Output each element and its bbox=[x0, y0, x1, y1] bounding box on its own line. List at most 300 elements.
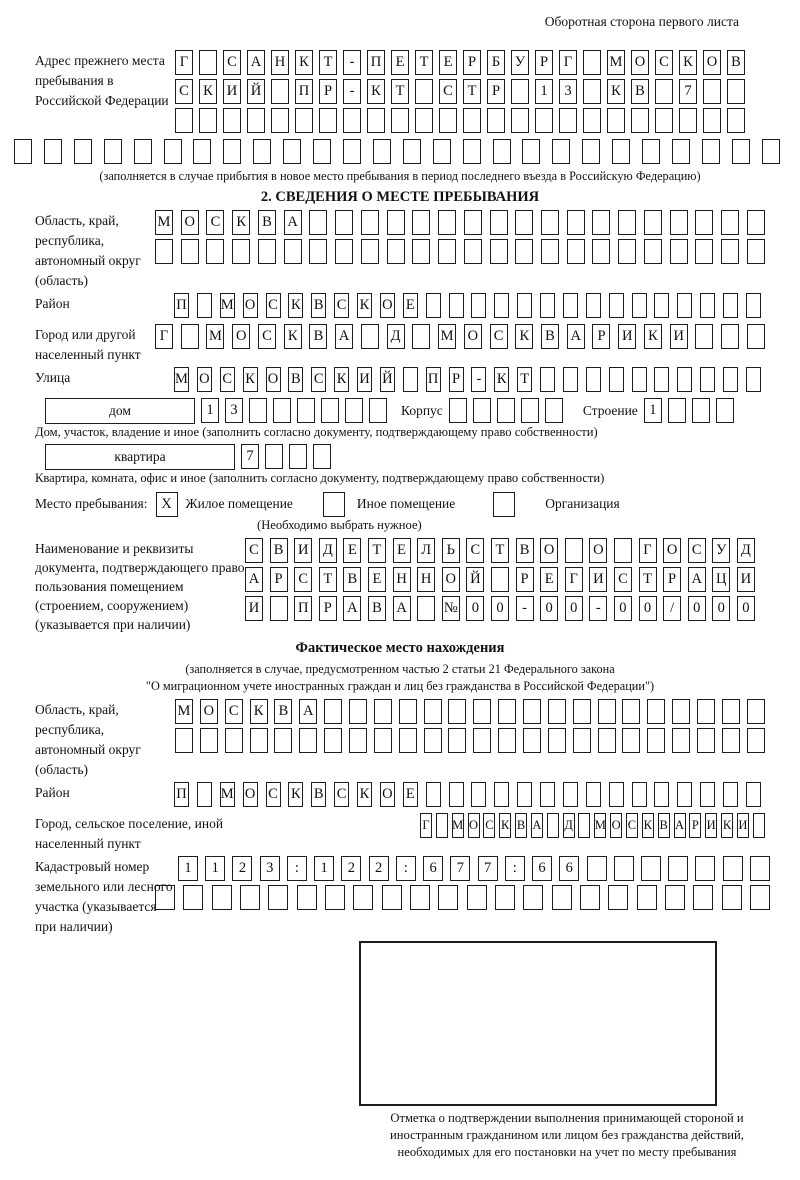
oblast-field bbox=[35, 210, 765, 291]
char-box-filled: 3 bbox=[559, 79, 577, 104]
char-box-filled: А bbox=[688, 567, 706, 592]
char-box-filled: С bbox=[220, 367, 235, 392]
char-box-empty bbox=[449, 398, 467, 423]
char-box-empty bbox=[467, 885, 487, 910]
char-box-empty bbox=[578, 813, 590, 838]
char-box-empty bbox=[586, 293, 601, 318]
char-box-empty bbox=[424, 728, 442, 753]
char-box-empty bbox=[223, 139, 241, 164]
char-box-filled: Т bbox=[391, 79, 409, 104]
prev-address-label: Адрес прежнего места пребывания в Российской Федерации bbox=[35, 53, 169, 108]
char-box-filled: О bbox=[380, 293, 395, 318]
char-box-filled: Й bbox=[466, 567, 484, 592]
char-box-filled: О bbox=[232, 324, 250, 349]
doc-row-1 bbox=[245, 538, 755, 563]
char-box-filled: С bbox=[266, 293, 281, 318]
char-box-filled: М bbox=[174, 367, 189, 392]
char-box-filled: И bbox=[705, 813, 717, 838]
char-box-filled: С bbox=[225, 699, 243, 724]
char-box-empty bbox=[349, 728, 367, 753]
char-box-empty bbox=[541, 210, 559, 235]
char-box-filled: В bbox=[631, 79, 649, 104]
kvartira-note: Квартира, комната, офис и иное (заполнить согласно документу, подтверждающему право собственности) bbox=[35, 471, 605, 485]
char-box-empty bbox=[313, 444, 331, 469]
section2-title: 2. СВЕДЕНИЯ О МЕСТЕ ПРЕБЫВАНИЯ bbox=[260, 189, 540, 205]
char-box-empty bbox=[573, 699, 591, 724]
char-box-empty bbox=[399, 699, 417, 724]
char-box-filled: В bbox=[311, 782, 326, 807]
char-box-empty bbox=[695, 856, 715, 881]
char-box-empty bbox=[382, 885, 402, 910]
char-box-filled: Г bbox=[175, 50, 193, 75]
char-box-filled: Г bbox=[420, 813, 432, 838]
char-box-empty bbox=[387, 210, 405, 235]
char-box-empty bbox=[193, 139, 211, 164]
char-box-empty bbox=[697, 728, 715, 753]
char-box-empty bbox=[545, 398, 563, 423]
char-box-filled: С bbox=[311, 367, 326, 392]
char-box-filled: К bbox=[494, 367, 509, 392]
char-box-filled: К bbox=[243, 367, 258, 392]
char-box-empty bbox=[614, 538, 632, 563]
option-organizatsiya-label: Организация bbox=[545, 496, 620, 511]
char-box-filled: К bbox=[250, 699, 268, 724]
char-box-filled: И bbox=[670, 324, 688, 349]
char-box-empty bbox=[697, 699, 715, 724]
char-box-empty bbox=[424, 699, 442, 724]
char-box-empty bbox=[747, 239, 765, 264]
char-box-empty bbox=[716, 398, 734, 423]
char-box-filled: О bbox=[266, 367, 281, 392]
char-box-empty bbox=[274, 728, 292, 753]
char-box-filled: 1 bbox=[535, 79, 553, 104]
gorod-field bbox=[35, 324, 765, 365]
char-box-empty bbox=[374, 699, 392, 724]
char-box-filled: К bbox=[288, 293, 303, 318]
char-box-filled: Р bbox=[449, 367, 464, 392]
char-box-empty bbox=[498, 699, 516, 724]
char-box-empty bbox=[181, 324, 199, 349]
char-box-empty bbox=[750, 885, 770, 910]
char-box-empty bbox=[415, 108, 433, 133]
char-box-filled: А bbox=[531, 813, 543, 838]
char-box-filled: 2 bbox=[341, 856, 361, 881]
char-box-filled: С bbox=[266, 782, 281, 807]
char-box-empty bbox=[548, 728, 566, 753]
char-box-empty bbox=[391, 108, 409, 133]
char-box-filled: Н bbox=[271, 50, 289, 75]
char-box-filled: Р bbox=[516, 567, 534, 592]
char-box-empty bbox=[583, 79, 601, 104]
char-box-empty bbox=[563, 782, 578, 807]
char-box-filled: Ь bbox=[442, 538, 460, 563]
char-box-empty bbox=[297, 398, 315, 423]
gorod-row bbox=[155, 324, 765, 349]
factual-title: Фактическое место нахождения bbox=[295, 640, 505, 656]
char-box-empty bbox=[175, 108, 193, 133]
char-box-empty bbox=[497, 398, 515, 423]
char-box-filled: А bbox=[284, 210, 302, 235]
char-box-empty bbox=[541, 239, 559, 264]
char-box-empty bbox=[592, 239, 610, 264]
char-box-empty bbox=[598, 699, 616, 724]
confirmation-stamp-box bbox=[359, 941, 717, 1106]
char-box-empty bbox=[547, 813, 559, 838]
char-box-filled: Й bbox=[247, 79, 265, 104]
char-box-filled: О bbox=[243, 293, 258, 318]
char-box-empty bbox=[361, 239, 379, 264]
char-box-filled: 1 bbox=[178, 856, 198, 881]
char-box-empty bbox=[270, 596, 288, 621]
char-box-filled: В bbox=[309, 324, 327, 349]
char-box-filled: С bbox=[655, 50, 673, 75]
char-box-filled: К bbox=[679, 50, 697, 75]
char-box-empty bbox=[515, 239, 533, 264]
char-box-empty bbox=[415, 79, 433, 104]
char-box-filled: К bbox=[357, 782, 372, 807]
char-box-filled: 0 bbox=[565, 596, 583, 621]
char-box-empty bbox=[439, 108, 457, 133]
char-box-empty bbox=[559, 108, 577, 133]
char-box-filled: А bbox=[335, 324, 353, 349]
checkbox-organizatsiya bbox=[493, 492, 515, 517]
char-box-empty bbox=[14, 139, 32, 164]
char-box-filled: Т bbox=[319, 50, 337, 75]
char-box-filled: А bbox=[343, 596, 361, 621]
char-box-filled: М bbox=[206, 324, 224, 349]
char-box-filled: Д bbox=[387, 324, 405, 349]
char-box-filled: 0 bbox=[688, 596, 706, 621]
char-box-filled: И bbox=[223, 79, 241, 104]
char-box-filled: О bbox=[442, 567, 460, 592]
char-box-empty bbox=[647, 728, 665, 753]
char-box-empty bbox=[515, 210, 533, 235]
char-box-empty bbox=[747, 324, 765, 349]
char-box-filled: Г bbox=[639, 538, 657, 563]
prev-address-row-3 bbox=[175, 108, 745, 133]
factual-oblast-row-1 bbox=[175, 699, 765, 724]
char-box-filled: - bbox=[343, 50, 361, 75]
char-box-filled: О bbox=[468, 813, 480, 838]
char-box-filled: 7 bbox=[679, 79, 697, 104]
char-box-filled: С bbox=[223, 50, 241, 75]
gorod-label: Город или другой населенный пункт bbox=[35, 327, 141, 362]
char-box-empty bbox=[289, 444, 307, 469]
char-box-empty bbox=[567, 210, 585, 235]
char-box-empty bbox=[258, 239, 276, 264]
page-header-note: Оборотная сторона первого листа bbox=[544, 14, 739, 29]
char-box-filled: : bbox=[505, 856, 525, 881]
char-box-filled: К bbox=[367, 79, 385, 104]
char-box-empty bbox=[565, 538, 583, 563]
char-box-filled: Е bbox=[439, 50, 457, 75]
char-box-empty bbox=[265, 444, 283, 469]
char-box-empty bbox=[727, 79, 745, 104]
char-box-filled: П bbox=[174, 293, 189, 318]
char-box-empty bbox=[490, 239, 508, 264]
char-box-filled: С bbox=[334, 782, 349, 807]
char-box-filled: 6 bbox=[559, 856, 579, 881]
char-box-filled: : bbox=[287, 856, 307, 881]
char-box-empty bbox=[668, 856, 688, 881]
char-box-empty bbox=[324, 699, 342, 724]
char-box-filled: 2 bbox=[369, 856, 389, 881]
factual-note-line1: (заполняется в случае, предусмотренном частью 2 статьи 21 Федерального закона bbox=[185, 662, 615, 676]
char-box-empty bbox=[654, 367, 669, 392]
char-box-filled: У bbox=[511, 50, 529, 75]
char-box-filled: К bbox=[288, 782, 303, 807]
char-box-filled: О bbox=[540, 538, 558, 563]
char-box-empty bbox=[598, 728, 616, 753]
char-box-empty bbox=[723, 367, 738, 392]
char-box-filled: С bbox=[294, 567, 312, 592]
oblast-label: Область, край, республика, автономный округ (область) bbox=[35, 213, 141, 288]
checkbox-zhiloe: X bbox=[156, 492, 178, 517]
char-box-empty bbox=[511, 79, 529, 104]
char-box-empty bbox=[295, 108, 313, 133]
char-box-empty bbox=[647, 699, 665, 724]
char-box-empty bbox=[632, 367, 647, 392]
char-box-empty bbox=[607, 108, 625, 133]
char-box-empty bbox=[299, 728, 317, 753]
char-box-filled: В bbox=[270, 538, 288, 563]
char-box-empty bbox=[670, 239, 688, 264]
char-box-empty bbox=[438, 885, 458, 910]
char-box-empty bbox=[495, 885, 515, 910]
char-box-empty bbox=[271, 108, 289, 133]
char-box-filled: С bbox=[466, 538, 484, 563]
char-box-filled: О bbox=[610, 813, 622, 838]
kadastr-label: Кадастровый номер земельного или лесного участка (указывается при наличии) bbox=[35, 859, 173, 934]
char-box-filled: 0 bbox=[466, 596, 484, 621]
char-box-empty bbox=[612, 139, 630, 164]
char-box-filled: А bbox=[393, 596, 411, 621]
char-box-filled: Т bbox=[463, 79, 481, 104]
char-box-filled: М bbox=[175, 699, 193, 724]
prev-address-row-1 bbox=[175, 50, 745, 75]
factual-gorod-label: Город, сельское поселение, иной населенный пункт bbox=[35, 816, 224, 851]
char-box-empty bbox=[493, 139, 511, 164]
char-box-filled: К bbox=[199, 79, 217, 104]
char-box-filled: С bbox=[258, 324, 276, 349]
char-box-empty bbox=[369, 398, 387, 423]
char-box-empty bbox=[695, 239, 713, 264]
char-box-empty bbox=[535, 108, 553, 133]
char-box-empty bbox=[240, 885, 260, 910]
char-box-empty bbox=[448, 699, 466, 724]
kadastr-row-2 bbox=[155, 885, 770, 910]
char-box-empty bbox=[297, 885, 317, 910]
dom-label-box: дом bbox=[45, 398, 195, 424]
char-box-empty bbox=[654, 782, 669, 807]
char-box-empty bbox=[702, 139, 720, 164]
char-box-filled: 1 bbox=[201, 398, 219, 423]
char-box-filled: О bbox=[197, 367, 212, 392]
factual-raion-field bbox=[35, 782, 765, 811]
char-box-empty bbox=[655, 108, 673, 133]
char-box-empty bbox=[573, 728, 591, 753]
char-box-empty bbox=[412, 324, 430, 349]
char-box-empty bbox=[250, 728, 268, 753]
char-box-empty bbox=[586, 367, 601, 392]
char-box-empty bbox=[343, 108, 361, 133]
char-box-empty bbox=[473, 728, 491, 753]
char-box-filled: П bbox=[295, 79, 313, 104]
char-box-empty bbox=[155, 885, 175, 910]
dom-note: Дом, участок, владение и иное (заполнить согласно документу, подтверждающему право собственности) bbox=[35, 425, 598, 439]
char-box-empty bbox=[494, 782, 509, 807]
char-box-empty bbox=[641, 856, 661, 881]
char-box-empty bbox=[367, 108, 385, 133]
char-box-empty bbox=[644, 210, 662, 235]
char-box-filled: Ц bbox=[712, 567, 730, 592]
char-box-filled: О bbox=[380, 782, 395, 807]
char-box-filled: И bbox=[589, 567, 607, 592]
char-box-empty bbox=[548, 699, 566, 724]
char-box-empty bbox=[637, 885, 657, 910]
char-box-filled: П bbox=[367, 50, 385, 75]
char-box-filled: Т bbox=[319, 567, 337, 592]
char-box-filled: П bbox=[174, 782, 189, 807]
char-box-empty bbox=[721, 210, 739, 235]
char-box-filled: М bbox=[438, 324, 456, 349]
char-box-filled: И bbox=[245, 596, 263, 621]
doc-field bbox=[35, 538, 765, 634]
char-box-empty bbox=[426, 293, 441, 318]
char-box-filled: № bbox=[442, 596, 460, 621]
char-box-empty bbox=[677, 367, 692, 392]
char-box-empty bbox=[74, 139, 92, 164]
char-box-empty bbox=[567, 239, 585, 264]
char-box-empty bbox=[361, 324, 379, 349]
char-box-filled: М bbox=[220, 293, 235, 318]
char-box-filled: Т bbox=[415, 50, 433, 75]
char-box-empty bbox=[268, 885, 288, 910]
char-box-filled: П bbox=[294, 596, 312, 621]
char-box-filled: М bbox=[607, 50, 625, 75]
doc-label: Наименование и реквизиты документа, подтверждающего право пользования помещением (строением, сооружением) (указывается при наличии) bbox=[35, 541, 245, 632]
factual-raion-label: Район bbox=[35, 785, 70, 800]
char-box-filled: 1 bbox=[644, 398, 662, 423]
char-box-filled: В bbox=[658, 813, 670, 838]
char-box-filled: А bbox=[674, 813, 686, 838]
char-box-filled: С bbox=[175, 79, 193, 104]
char-box-filled: Р bbox=[270, 567, 288, 592]
stroenie-label: Строение bbox=[582, 403, 638, 418]
kvartira-number-boxes bbox=[241, 444, 331, 470]
char-box-empty bbox=[517, 293, 532, 318]
char-box-empty bbox=[399, 728, 417, 753]
korpus-label: Корпус bbox=[401, 403, 443, 418]
option-zhiloe-label: Жилое помещение bbox=[185, 496, 293, 511]
char-box-empty bbox=[494, 293, 509, 318]
char-box-filled: Е bbox=[403, 293, 418, 318]
char-box-filled: Р bbox=[535, 50, 553, 75]
char-box-empty bbox=[655, 79, 673, 104]
char-box-empty bbox=[631, 108, 649, 133]
char-box-empty bbox=[449, 782, 464, 807]
char-box-empty bbox=[212, 885, 232, 910]
char-box-filled: Т bbox=[517, 367, 532, 392]
char-box-empty bbox=[668, 398, 686, 423]
doc-row-2 bbox=[245, 567, 755, 592]
char-box-empty bbox=[692, 398, 710, 423]
char-box-filled: И bbox=[737, 813, 749, 838]
prev-address-field bbox=[35, 50, 765, 137]
char-box-filled: И bbox=[618, 324, 636, 349]
char-box-empty bbox=[373, 139, 391, 164]
char-box-filled: Е bbox=[391, 50, 409, 75]
option-inoe-label: Иное помещение bbox=[356, 496, 456, 511]
oblast-row-1 bbox=[155, 210, 765, 235]
char-box-empty bbox=[283, 139, 301, 164]
char-box-filled: 0 bbox=[712, 596, 730, 621]
char-box-filled: К bbox=[642, 813, 654, 838]
char-box-filled: С bbox=[614, 567, 632, 592]
char-box-empty bbox=[271, 79, 289, 104]
char-box-filled: 6 bbox=[532, 856, 552, 881]
char-box-empty bbox=[750, 856, 770, 881]
char-box-filled: Е bbox=[368, 567, 386, 592]
char-box-filled: С bbox=[439, 79, 457, 104]
char-box-empty bbox=[722, 728, 740, 753]
char-box-filled: Г bbox=[565, 567, 583, 592]
char-box-filled: О bbox=[200, 699, 218, 724]
char-box-filled: 1 bbox=[314, 856, 334, 881]
char-box-empty bbox=[618, 210, 636, 235]
char-box-empty bbox=[727, 108, 745, 133]
char-box-filled: А bbox=[299, 699, 317, 724]
char-box-filled: - bbox=[589, 596, 607, 621]
char-box-filled: И bbox=[294, 538, 312, 563]
ulitsa-label: Улица bbox=[35, 370, 71, 385]
char-box-empty bbox=[746, 293, 761, 318]
raion-label: Район bbox=[35, 296, 70, 311]
char-box-empty bbox=[695, 324, 713, 349]
char-box-empty bbox=[723, 856, 743, 881]
char-box-empty bbox=[618, 239, 636, 264]
char-box-filled: 3 bbox=[225, 398, 243, 423]
char-box-empty bbox=[747, 728, 765, 753]
char-box-filled: Г bbox=[559, 50, 577, 75]
char-box-empty bbox=[349, 699, 367, 724]
char-box-empty bbox=[412, 239, 430, 264]
char-box-filled: К bbox=[295, 50, 313, 75]
char-box-empty bbox=[614, 856, 634, 881]
char-box-filled: О bbox=[589, 538, 607, 563]
residence-type-row bbox=[35, 491, 765, 517]
char-box-empty bbox=[448, 728, 466, 753]
char-box-empty bbox=[523, 728, 541, 753]
char-box-empty bbox=[552, 139, 570, 164]
korpus-boxes bbox=[449, 398, 563, 424]
char-box-empty bbox=[587, 856, 607, 881]
char-box-filled: 0 bbox=[737, 596, 755, 621]
char-box-empty bbox=[410, 885, 430, 910]
char-box-filled: П bbox=[426, 367, 441, 392]
char-box-empty bbox=[199, 108, 217, 133]
char-box-filled: 1 bbox=[205, 856, 225, 881]
char-box-empty bbox=[309, 210, 327, 235]
char-box-empty bbox=[677, 782, 692, 807]
char-box-filled: Е bbox=[540, 567, 558, 592]
char-box-empty bbox=[700, 293, 715, 318]
char-box-filled: М bbox=[452, 813, 464, 838]
char-box-empty bbox=[511, 108, 529, 133]
char-box-empty bbox=[700, 367, 715, 392]
char-box-empty bbox=[654, 293, 669, 318]
char-box-empty bbox=[464, 210, 482, 235]
